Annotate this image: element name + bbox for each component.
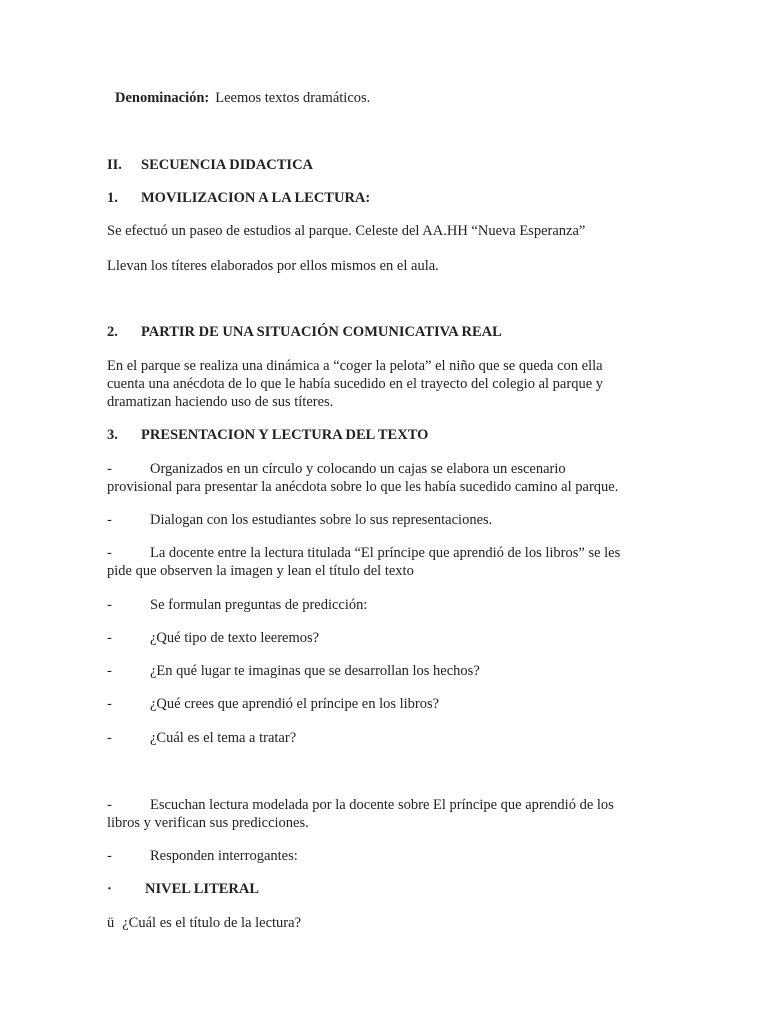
step3-item-5-text: ¿Qué tipo de texto leeremos? xyxy=(150,630,320,646)
step3-item-10 xyxy=(107,847,647,865)
step3-item-7-text: ¿Qué crees que aprendió el príncipe en los libros? xyxy=(150,696,440,712)
step3-item-7 xyxy=(107,695,647,713)
bullet-dash: - xyxy=(107,730,112,746)
step3-item-9 xyxy=(107,796,667,832)
step3-item-3-text: La docente entre la lectura titulada “El príncipe que aprendió de los libros” se les xyxy=(150,545,621,561)
bullet-dash: - xyxy=(107,848,112,864)
step2-line-2: cuenta una anécdota de lo que le había sucedido en el trayecto del colegio al parque y xyxy=(107,376,604,392)
step3-item-1 xyxy=(107,460,667,496)
nivel-literal-title: NIVEL LITERAL xyxy=(145,881,260,897)
step2-heading xyxy=(107,323,647,341)
bullet-dot: · xyxy=(107,881,112,897)
step3-item-8-text: ¿Cuál es el tema a tratar? xyxy=(150,730,297,746)
section-ii-number: II. xyxy=(107,157,122,173)
nivel-literal-heading xyxy=(107,880,647,898)
step3-item-4 xyxy=(107,596,647,614)
step3-item-2-text: Dialogan con los estudiantes sobre lo sus representaciones. xyxy=(150,512,493,528)
step3-item-8 xyxy=(107,729,647,747)
nivel-literal-question-1 xyxy=(107,914,647,932)
step3-title: PRESENTACION Y LECTURA DEL TEXTO xyxy=(141,427,429,443)
step3-item-6-text: ¿En qué lugar te imaginas que se desarrollan los hechos? xyxy=(150,663,480,679)
step1-paragraph-2: Llevan los títeres elaborados por ellos mismos en el aula. xyxy=(107,258,439,274)
step2-title: PARTIR DE UNA SITUACIÓN COMUNICATIVA REAL xyxy=(141,324,502,340)
step3-item-5 xyxy=(107,629,647,647)
step1-paragraph-1: Se efectuó un paseo de estudios al parque. Celeste del AA.HH “Nueva Esperanza” xyxy=(107,223,586,239)
bullet-dash: - xyxy=(107,461,112,477)
step1-number: 1. xyxy=(107,190,118,206)
step3-item-2 xyxy=(107,511,647,529)
bullet-dash: - xyxy=(107,797,112,813)
bullet-dash: - xyxy=(107,597,112,613)
bullet-dash: - xyxy=(107,630,112,646)
denominacion-label: Denominación: xyxy=(115,90,210,106)
section-ii-heading xyxy=(107,156,647,174)
bullet-dash: - xyxy=(107,696,112,712)
step3-item-9-cont: libros y verifican sus predicciones. xyxy=(107,815,309,831)
step1-title: MOVILIZACION A LA LECTURA: xyxy=(141,190,371,206)
check-marker: ü xyxy=(107,915,115,931)
step2-line-1: En el parque se realiza una dinámica a “coger la pelota” el niño que se queda con ella xyxy=(107,358,603,374)
step3-item-1-cont: provisional para presentar la anécdota sobre lo que les había sucedido camino al parque. xyxy=(107,479,619,495)
step3-item-9-text: Escuchan lectura modelada por la docente sobre El príncipe que aprendió de los xyxy=(150,797,614,813)
step3-item-4-text: Se formulan preguntas de predicción: xyxy=(150,597,368,613)
bullet-dash: - xyxy=(107,512,112,528)
step3-item-10-text: Responden interrogantes: xyxy=(150,848,298,864)
bullet-dash: - xyxy=(107,663,112,679)
denominacion-value: Leemos textos dramáticos. xyxy=(215,90,371,106)
step2-paragraph xyxy=(107,357,667,411)
step3-item-1-text: Organizados en un círculo y colocando un cajas se elabora un escenario xyxy=(150,461,566,477)
nivel-literal-question-1-text: ¿Cuál es el título de la lectura? xyxy=(122,915,302,931)
step3-number: 3. xyxy=(107,427,118,443)
step1-heading xyxy=(107,189,647,207)
bullet-dash: - xyxy=(107,545,112,561)
step3-heading xyxy=(107,426,647,444)
step3-item-3 xyxy=(107,544,667,580)
step3-item-3-cont: pide que observen la imagen y lean el título del texto xyxy=(107,563,414,579)
step3-item-6 xyxy=(107,662,647,680)
denominacion-line xyxy=(115,89,655,107)
step2-line-3: dramatizan haciendo uso de sus títeres. xyxy=(107,394,334,410)
step2-number: 2. xyxy=(107,324,118,340)
section-ii-title: SECUENCIA DIDACTICA xyxy=(141,157,314,173)
